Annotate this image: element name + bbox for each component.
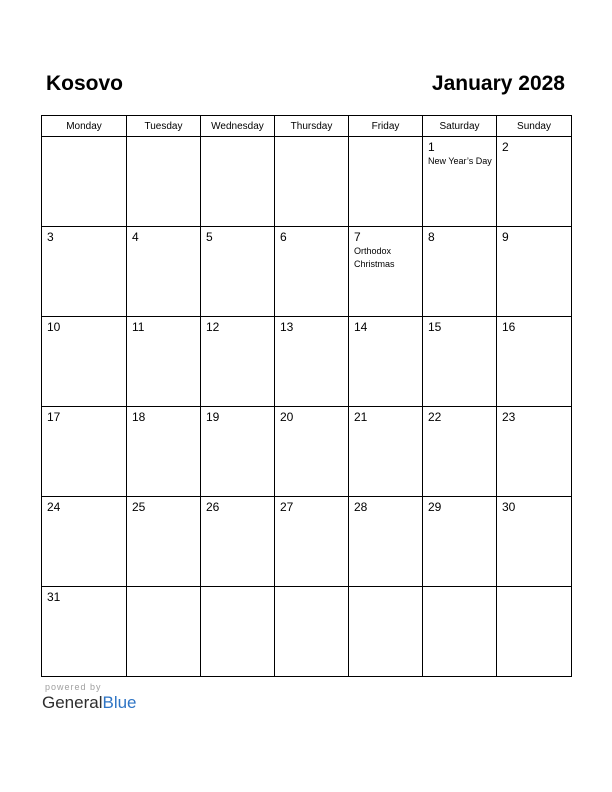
day-cell	[42, 587, 127, 677]
day-cell	[127, 407, 201, 497]
day-cell	[201, 497, 275, 587]
day-cell	[349, 497, 423, 587]
day-number: 12	[206, 320, 220, 334]
brand-general-text: General	[42, 693, 103, 712]
day-cell	[42, 407, 127, 497]
day-number: 25	[132, 500, 146, 514]
day-cell	[349, 137, 423, 227]
day-number: 4	[132, 230, 139, 244]
day-number: 27	[280, 500, 294, 514]
day-cell	[42, 497, 127, 587]
weekday-thursday: Thursday	[275, 116, 349, 137]
day-number: 8	[428, 230, 435, 244]
day-number: 7	[354, 230, 361, 244]
weekday-wednesday: Wednesday	[201, 116, 275, 137]
day-cell	[42, 137, 127, 227]
day-cell	[201, 137, 275, 227]
day-number: 17	[47, 410, 61, 424]
day-number: 16	[502, 320, 516, 334]
day-cell	[275, 227, 349, 317]
day-cell	[423, 497, 497, 587]
day-cell	[201, 407, 275, 497]
day-cell	[349, 317, 423, 407]
weekday-tuesday: Tuesday	[127, 116, 201, 137]
week-row	[42, 587, 572, 677]
day-cell	[127, 497, 201, 587]
brand-blue-text: Blue	[102, 693, 137, 712]
calendar-grid	[41, 115, 572, 677]
day-cell	[497, 407, 572, 497]
day-number: 10	[47, 320, 61, 334]
day-cell	[497, 587, 572, 677]
day-cell	[349, 587, 423, 677]
day-cell	[201, 587, 275, 677]
day-cell	[275, 317, 349, 407]
day-cell	[201, 317, 275, 407]
day-cell	[497, 227, 572, 317]
day-cell	[423, 227, 497, 317]
day-cell	[201, 227, 275, 317]
day-number: 31	[47, 590, 61, 604]
week-row	[42, 497, 572, 587]
day-cell	[127, 137, 201, 227]
week-row	[42, 227, 572, 317]
generalblue-logo[interactable]	[42, 693, 137, 713]
day-cell	[127, 227, 201, 317]
day-cell	[497, 497, 572, 587]
day-number: 19	[206, 410, 220, 424]
day-cell	[275, 407, 349, 497]
day-number: 22	[428, 410, 442, 424]
day-cell	[127, 317, 201, 407]
day-number: 5	[206, 230, 213, 244]
day-number: 23	[502, 410, 516, 424]
day-number: 21	[354, 410, 368, 424]
calendar-body	[42, 137, 572, 677]
day-cell	[127, 587, 201, 677]
day-number: 13	[280, 320, 294, 334]
day-number: 24	[47, 500, 61, 514]
day-cell	[275, 137, 349, 227]
day-number: 3	[47, 230, 54, 244]
day-number: 29	[428, 500, 442, 514]
day-cell	[42, 317, 127, 407]
weekday-friday: Friday	[349, 116, 423, 137]
country-title: Kosovo	[46, 72, 124, 95]
holiday-label: Orthodox Christmas	[354, 246, 395, 269]
day-number: 9	[502, 230, 509, 244]
day-number: 1	[428, 140, 435, 154]
powered-by-text: powered by	[45, 682, 102, 692]
day-number: 14	[354, 320, 368, 334]
day-cell	[423, 407, 497, 497]
day-cell	[423, 137, 497, 227]
day-cell	[275, 587, 349, 677]
weekday-header-row	[42, 116, 572, 137]
weekday-sunday: Sunday	[497, 116, 572, 137]
day-number: 26	[206, 500, 220, 514]
week-row	[42, 137, 572, 227]
weekday-monday: Monday	[42, 116, 127, 137]
day-number: 28	[354, 500, 368, 514]
day-cell	[42, 227, 127, 317]
day-number: 2	[502, 140, 509, 154]
day-number: 30	[502, 500, 516, 514]
day-cell	[275, 497, 349, 587]
day-number: 6	[280, 230, 287, 244]
day-cell	[349, 407, 423, 497]
day-number: 18	[132, 410, 146, 424]
day-cell	[423, 587, 497, 677]
day-cell	[423, 317, 497, 407]
weekday-saturday: Saturday	[423, 116, 497, 137]
holiday-label: New Year’s Day	[428, 156, 492, 166]
week-row	[42, 317, 572, 407]
day-number: 15	[428, 320, 442, 334]
week-row	[42, 407, 572, 497]
month-title: January 2028	[431, 72, 565, 95]
day-cell	[349, 227, 423, 317]
day-cell	[497, 317, 572, 407]
day-number: 20	[280, 410, 294, 424]
day-number: 11	[132, 320, 145, 334]
day-cell	[497, 137, 572, 227]
